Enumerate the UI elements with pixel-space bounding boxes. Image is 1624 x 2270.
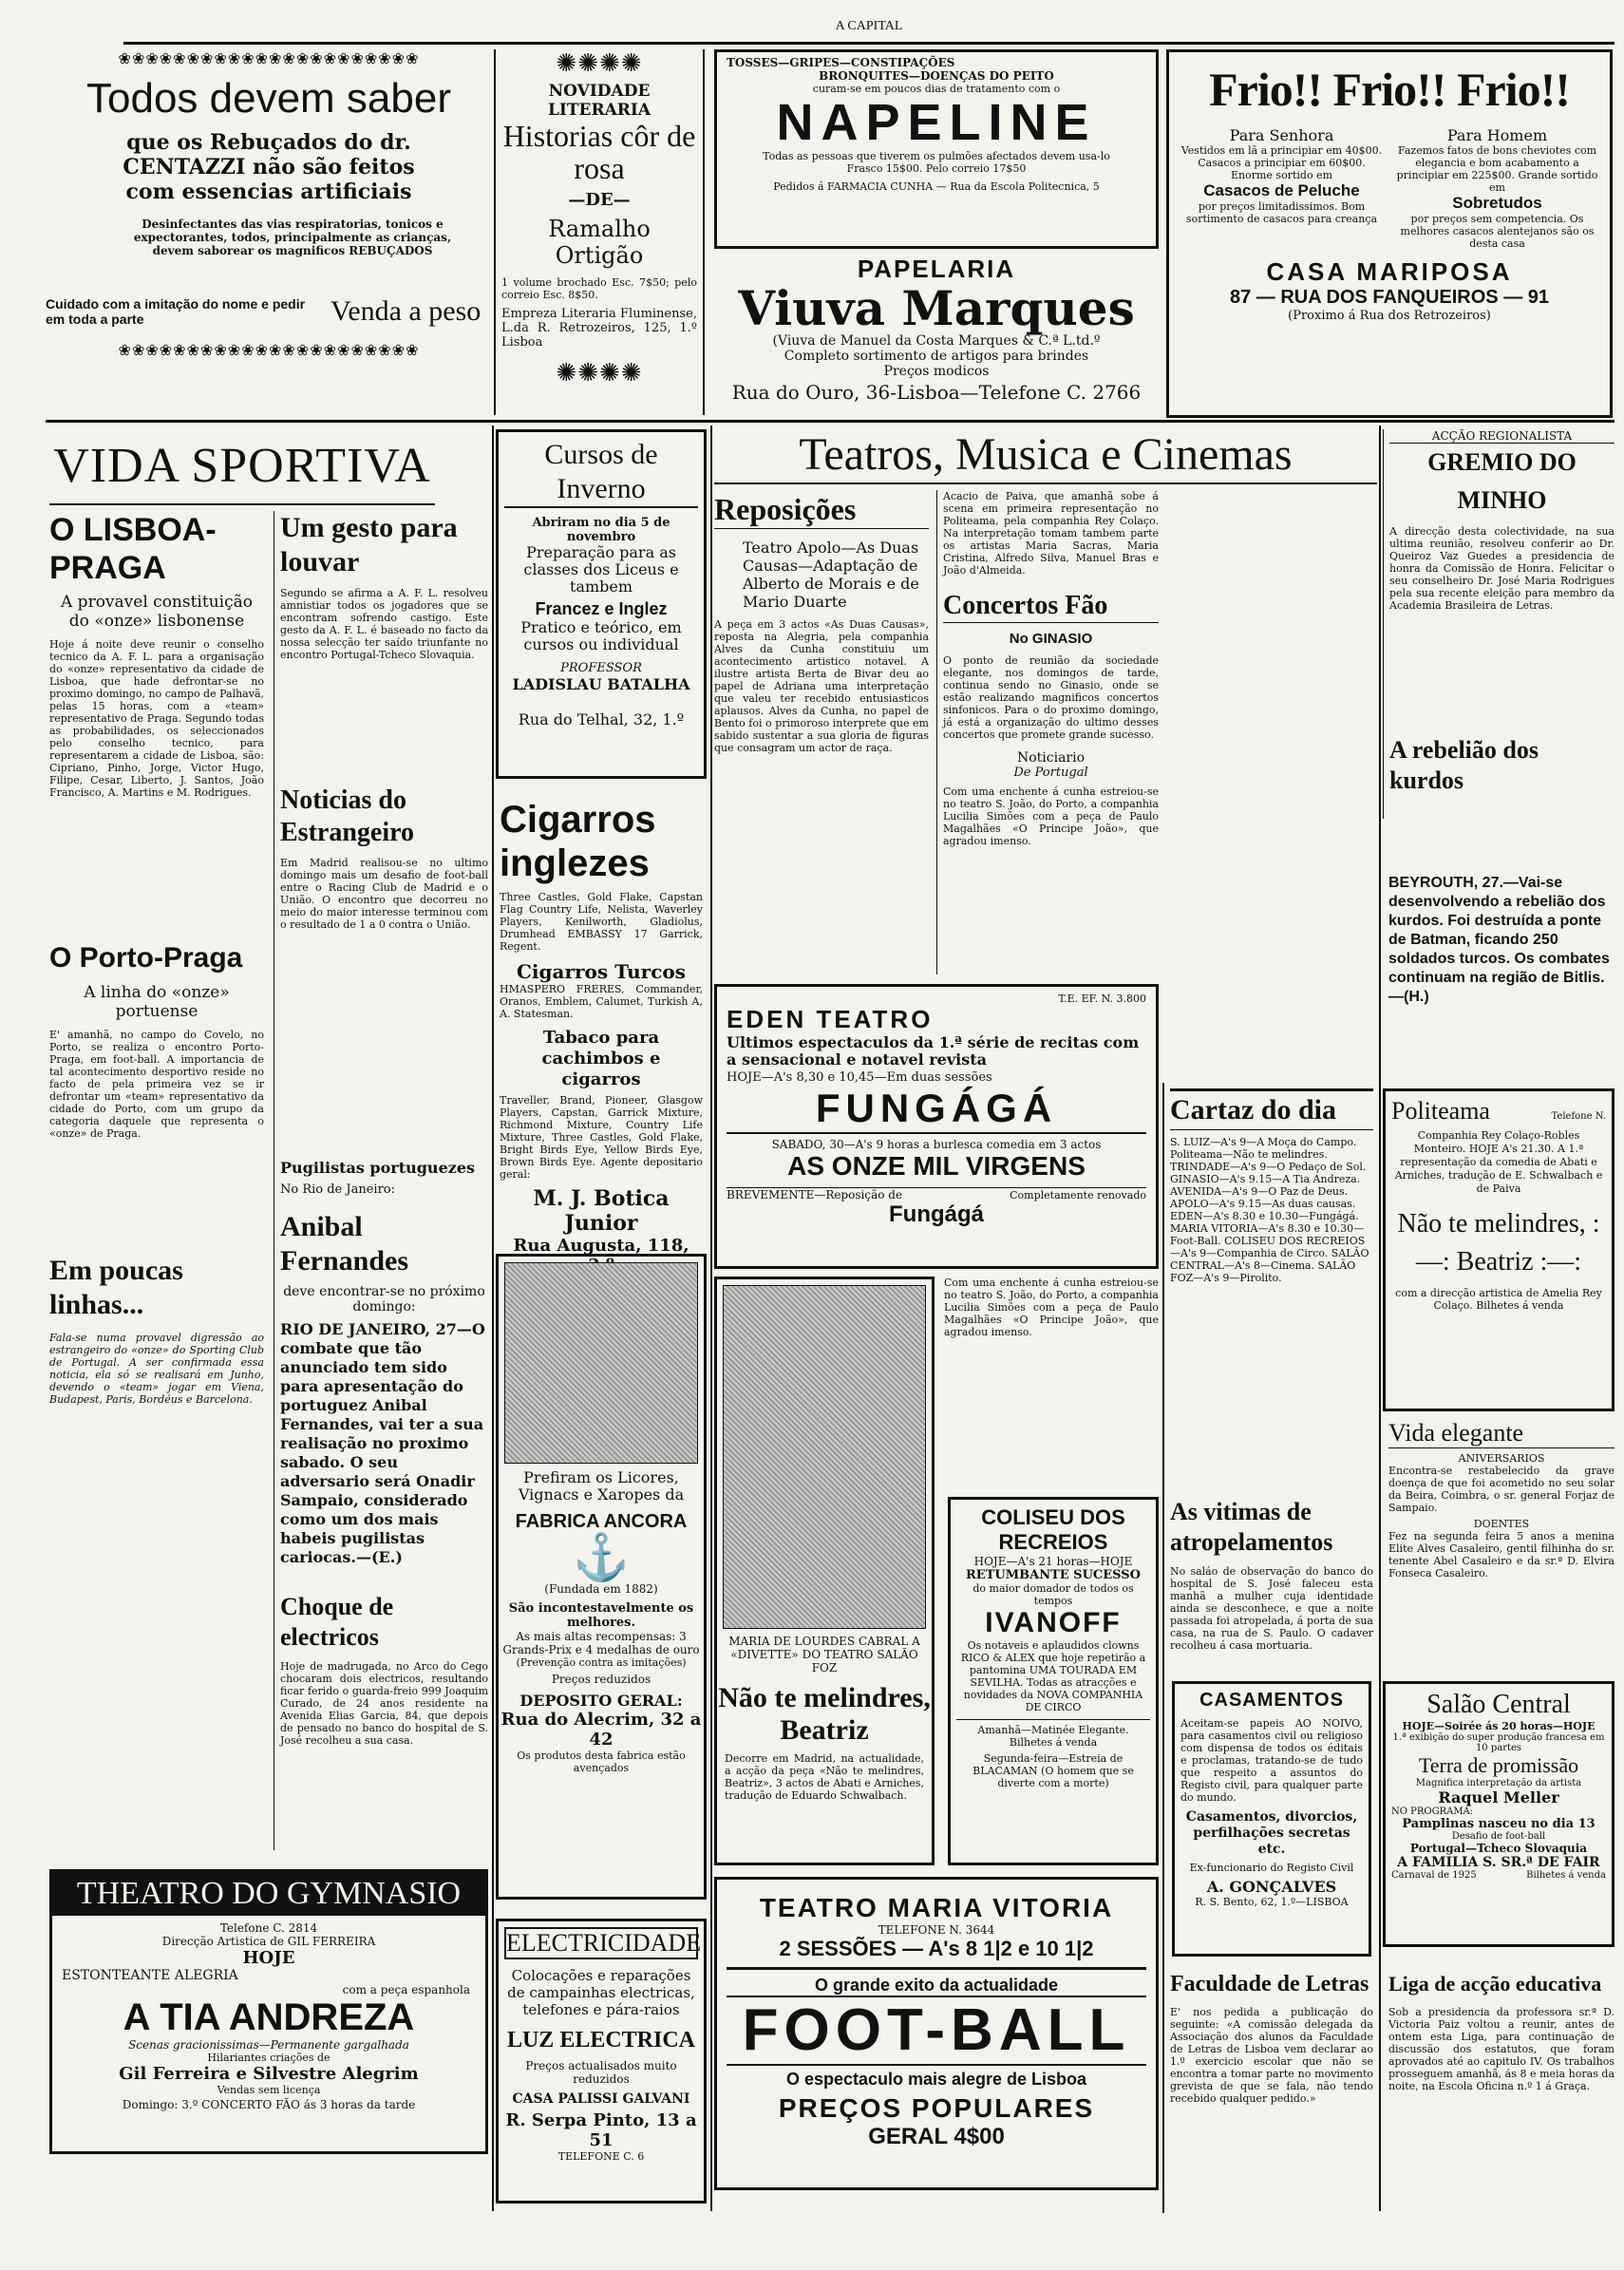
politeama-play: Não te melindres, :—: Beatriz :—: [1397,1209,1600,1277]
mv-tel: TELEFONE N. 3644 [878,1923,995,1937]
eden-comp: Completamente renovado [1010,1188,1146,1201]
coliseu-title: COLISEU DOS RECREIOS [981,1505,1125,1554]
coliseu-text: Os notaveis e aplaudidos clowns RICO & ALEX que hoje repetirão a pantomina UMA TOURADA EM SEVILHA. Todas as atracções e novidades da NOVA COMPANHIA DE CIRCO [960,1639,1146,1713]
eden-breve: BREVEMENTE—Reposição de [727,1188,903,1201]
centazzi-sale: Venda a peso [330,295,482,327]
column-rule [1162,1083,1164,2213]
eden-title: EDEN TEATRO [727,1005,934,1033]
centazzi-line4: Desinfectantes das vias respiratorias, tonicos e expectorantes, todos, principalmente as crianças, devem saborear os magnificos REBUÇADOS [133,218,452,257]
napeline-ad [714,49,1159,249]
eden-breve-show: Fungágá [889,1201,984,1227]
foz-caption: MARIA DE LOURDES CABRAL A «DIVETTE» DO TEATRO SALÃO FOZ [728,1635,920,1674]
gymnasio-hoje: HOJE [242,1948,295,1968]
choque-heading: Choque de electricos [280,1593,394,1651]
lisboa-praga-heading: O LISBOA-PRAGA [49,512,217,586]
gesto-text: Segundo se afirma a A. F. L. resolveu amnistiar todos os jogadores que se encontram sofrendo castigo. Este gesto da A. F. L. é baseado no facto da nossa selecção ter saído triunfante no encontro Portugal-Tcheco Slovaquia. [280,587,488,661]
choque-text: Hoje de madrugada, no Arco do Cego chocaram dois electricos, resultando ficar ferido o guarda-freio 999 Joaquim Curado, de 24 anos residente na Avenida Elias Garcia, 84, que depois de pensado no banco do hospital de S. José recolheu a sua casa. [280,1660,488,1747]
noticias-heading: Noticias do Estrangeiro [280,785,415,847]
mariposa-senhora-strong: Casacos de Peluche [1203,181,1360,199]
liga-text: Sob a presidencia da professora sr.ª D. Victoria Paiz voltou a reunir, antes de ontem esta Liga, para continuação de discussão dos estatutos, que foram aprovados até ao capitulo IV. Os trabalhos prosseguem amanhã, ás 8 e meia horas da noite, na Escola Oficina n.º 1 á Graça. [1388,2006,1615,2092]
noticiario-text: Com uma enchente á cunha estreiou-se no teatro S. João, do Porto, a companhia Lucilia Simões com a peça de Paulo Magalhães «O Principe João», que agradou imenso. [943,785,1159,847]
casamentos-l3: Ex-funcionario do Registo Civil [1189,1862,1354,1874]
lisboa-praga-text: Hoje á noite deve reunir o conselho tecnico da A. F. L. para a organisação do «onze» representativo da cidade de Lisboa, que hade defrontar-se no proximo domingo, no campo de Palhavã, pelas 15 horas, com a «team» representativo de Praga. Segundo todas as probabilidades, os seleccionados pelo conselho tecnico, para representarem a cidade de Lisboa, são: Cipriano, Pinho, Jorge, Victor Hugo, Filipe, Cesar, Liberto, J. Santos, João Francisco, A. Martins e M. Rodrigues. [49,638,265,799]
reposicoes-heading: Reposições [714,490,929,529]
kurdos-heading: A rebelião dos kurdos [1389,736,1539,794]
pugilistas-sub: No Rio de Janeiro: [280,1182,395,1197]
eden-play2: AS ONZE MIL VIRGENS [787,1151,1086,1181]
reposicoes-text-2: Acacio de Paiva, que amanhã sobe á scena em primeira representação no Politeama, pela companhia Rey Colaço. Na interpretação tomam tambem parte os artistas Maria Sacras, Maria Cristina, Alfredo Silva, Manuel Bras e João d'Almeida. [943,490,1159,577]
cartaz-text: S. LUIZ—A's 9—A Moça do Campo. Politeama—Não te melindres. TRINDADE—A's 9—O Pedaço de Sol. GINASIO—A's 9.15—A Tia Andreza. AVENIDA—A's 9—O Paz de Deus. APOLO—A's 9.15—As duas causas. EDEN—A's 8.30 e 10.30—Fungágá. MARIA VITORIA—A's 8.30 e 10.30—Foot-Ball. COLISEU DOS RECREIOS—A's 9—Companhia de Circo. SALÃO CENTRAL—A's 8—Cinema. SALÃO FOZ—A's 9—Pirolito. [1170,1136,1369,1284]
electricidade-ad [496,1919,707,2204]
gymnasio-com: com a peça espanhola [342,1983,470,1996]
eden-l1: Ultimos espectaculos da 1.ª série de recitas com a sensacional e notavel revista [727,1033,1140,1069]
ancora-l5: (Prevenção contra as imitações) [516,1656,687,1669]
cigarros-text1: Three Castles, Gold Flake, Capstan Flag Country Life, Nelista, Waverley Players, Kenilworth, Gladiolus, Drumhead EMBASSY 17 Garrick, Regent. [500,891,703,953]
electricidade-luz: LUZ ELECTRICA [506,2028,696,2052]
cursos-ad [496,429,707,779]
mariposa-near: (Proximo á Rua dos Retrozeiros) [1288,309,1491,323]
faculdade-block [1166,1968,1377,2215]
eden-l2: HOJE—A's 8,30 e 10,45—Em duas sessões [727,1070,992,1085]
gremio-text: A direcção desta colectividade, na sua ultima reunião, resolveu conferir ao Dr. Queiroz Vaz Guedes a presidencia de honra da Comissão de Honra. Felicitar o seu conselheiro Dr. José Maria Rodrigues pela sua recente eleição para membro da Academia Brasileira de Letras. [1389,525,1615,612]
gymnasio-estont: ESTONTEANTE ALEGRIA [62,1968,238,1983]
sport-banner [49,429,435,505]
noticiario-heading: Noticiario [1016,750,1086,766]
napeline-tag3: curam-se em poucos dias de tratamento com o [812,83,1061,95]
mariposa-addr: 87 — RUA DOS FANQUEIROS — 91 [1230,287,1549,308]
cursos-l6: LADISLAU BATALHA [512,675,690,693]
politeama-ad [1383,1088,1615,1411]
coliseu-amanha: Amanhã—Matinée Elegante. Bilhetes á venda [956,1719,1150,1749]
mariposa-ad [1166,49,1613,418]
napeline-price: Frasco 15$00. Pelo correio 17$50 [846,162,1027,175]
electricidade-casa: CASA PALISSI GALVANI [512,2091,690,2107]
papelaria-ad [714,255,1159,418]
coliseu-hoje: HOJE—A's 21 horas—HOJE [973,1555,1133,1568]
teatros-banner: Teatros, Musica e Cinemas [714,426,1377,484]
gymnasio-desc: Scenas gracionissimas—Permanente gargalhada [128,2038,409,2052]
cursos-title: Cursos de Inverno [504,438,698,508]
pugilistas-heading: Pugilistas portuguezes [280,1159,476,1177]
mariposa-homem: Para Homem [1446,126,1548,144]
teatros-col-2 [936,490,1159,974]
masthead: A CAPITAL [835,19,903,33]
salao-play: Terra de promissão [1418,1753,1579,1777]
cursos-l3: Francez e Inglez [535,599,668,618]
cigarros-tabaco: Tabaco para cachimbos e cigarros [541,1028,661,1089]
cursos-l4: Pratico e teórico, em cursos ou individual [520,618,682,653]
concertos-text: O ponto de reunião da sociedade elegante, nos domingos de tarde, continua sendo no Ginasio, onde se estão realizando magnificos concertos sinfonicos. Para o do proximo domingo, já está a organização do ultimo desses concertos que promete grande sucesso. [943,654,1159,741]
cigarros-turcos: Cigarros Turcos [517,960,686,983]
novidade-author: Ramalho Ortigão [548,216,651,269]
foz-continued-text: Com uma enchente á cunha estreiou-se no teatro S. João, do Porto, a companhia Lucilia Simões com a peça de Paulo Magalhães «O Principe João», que agradou imenso. [944,1277,1159,1338]
novidade-ornament-bottom-icon: ✺✺✺✺ [556,359,643,388]
salao-artist: Raquel Meller [1438,1788,1559,1807]
centazzi-line3: com essencias artificiais [125,180,412,204]
vitimas-text: No saláo de observação do banco do hospital de S. José faleceu esta manhã a mulher cuja identidade ainda se desconhece, e que a noite passada foi atropelada, á porta de sua casa, na rua de S. Paulo. O cadaver recolheu á casa mortuaria. [1170,1565,1373,1652]
de-portugal-heading: De Portugal [1013,766,1088,780]
mv-geral: GERAL 4$00 [868,2124,1005,2149]
vitimas-block [1166,1497,1377,1668]
porto-praga-text: E' amanhã, no campo do Covelo, no Porto, se realiza o encontro Porto-Praga, em foot-ball. A importancia de tal acontecimento desportivo reside no facto de pela primeira vez se ir defrontar um «team» representativo da cidade do Porto, com um grupo da categoria daquele que representa o «onze» de Praga. [49,1029,264,1140]
salao-l1: 1.ª exibição do super produção francesa em 10 partes [1392,1732,1605,1753]
casamentos-ad [1172,1681,1371,1957]
ancora-fabrica: FABRICA ANCORA [515,1511,688,1532]
mv-sub: O espectaculo mais alegre de Lisboa [785,2070,1087,2089]
cigarros-title: Cigarros inglezes [500,799,656,884]
cursos-l7: Rua do Telhal, 32, 1.º [518,710,685,728]
centazzi-warning: Cuidado com a imitação do nome e pedir em toda a parte [46,296,306,327]
ancora-l3: São incontestavelmente os melhores. [508,1601,694,1630]
centazzi-line1: que os Rebuçados do dr. [126,130,411,155]
electricidade-text: Colocações e reparações de campainhas electricas, telefones e pára-raios [507,1967,695,2018]
maria-lourdes-portrait [723,1285,926,1629]
cigarros-text3: Traveller, Brand, Pioneer, Glasgow Players, Capstan, Garrick Mixture, Richmond Mixture, Country Life Mixture, Three Castles, Gold Flake, Bright Birds Eye, Yellow Birds Eye, Brown Birds Eye. Agente depositario geral: [500,1094,703,1181]
kurdos-text-block [1383,874,1615,1054]
gymnasio-dir: Direcção Artistica de GIL FERREIRA [161,1935,376,1948]
novidade-de: —DE— [568,190,631,210]
salao-l3: NO PROGRAMA: [1391,1807,1474,1817]
salao-l2: Magnifica interpretação da artista [1415,1778,1582,1788]
foz-title: Não te melindres, Beatriz [718,1682,931,1746]
anibal-heading: Anibal Fernandes [280,1211,408,1277]
liga-block [1383,1968,1615,2215]
row-divider [46,420,1615,423]
gymnasio-hilar: Hilariantes criações de [207,2052,330,2064]
novidade-title: Historias côr de rosa [502,119,696,185]
gymnasio-domingo: Domingo: 3.º CONCERTO FÃO ás 3 horas da tarde [122,2098,416,2111]
ancora-deposito: DEPOSITO GERAL: [519,1692,683,1710]
gymnasio-play: A TIA ANDREZA [123,1996,415,2038]
papelaria-label: PAPELARIA [857,255,1016,283]
faculdade-text: E' nos pedida a publicação do seguinte: «A comissão delegada da Associação dos alunos da Faculdade de Letras de Lisboa vem declarar ao 1.º exercicio escolar que não se encontra a tomar parte no movimento grevista de que se fala, não tendo recebido qualquer pedido.» [1170,2006,1373,2105]
novidade-price: 1 volume brochado Esc. 7$50; pelo correio Esc. 8$50. [501,276,697,301]
ancora-founded: (Fundada em 1882) [544,1582,658,1596]
papelaria-addr: Rua do Ouro, 36-Lisboa—Telefone C. 2766 [731,381,1142,404]
novidade-publisher: Empreza Literaria Fluminense, L.da R. Retrozeiros, 125, 1.º Lisboa [501,307,697,350]
teatros-col-1 [714,490,933,974]
coliseu-segunda: Segunda-feira—Estreia de BLACAMAN (O homem que se diverte com a morte) [973,1752,1134,1789]
cigarros-ad [496,794,707,1256]
gesto-heading: Um gesto para louvar [280,512,458,577]
coliseu-name: IVANOFF [985,1607,1122,1638]
kurdos-text: BEYROUTH, 27.—Vai-se desenvolvendo a rebelião dos kurdos. Foi destruída a ponte de Batman, ficando 250 soldados turcos. Os combates continuam na região de Bitlis.—(H.) [1388,875,1610,1005]
doentes-text: Fez na segunda feira 5 anos a menina Elite Alves Casaleiro, gentil filhinha do sr. tenente Abel Casaleiro e da sr.ª D. Elvira Fonseca Casaleiro. [1388,1530,1615,1580]
foz-text: Decorre em Madrid, na actualidade, a acção da peça «Não te melindres, Beatriz», 3 actos de Abati e Arniches, tradução de Eduardo Schwalbach. [725,1752,924,1802]
mv-exito: O grande exito da actualidade [814,1976,1059,1995]
ancora-line1: Prefiram os Licores, Vignacs e Xaropes da [518,1468,685,1504]
papelaria-line1: (Viuva de Manuel da Costa Marques & C.ª L.td.º [772,333,1101,349]
column-rule [492,426,494,2211]
casamentos-text: Aceitam-se papeis AO NOIVO, para casamentos civil ou religioso com dispensa de todos os éditais e proclamas, tratando-se de tudo que respeito a assuntos do Registo civil, para qualquer parte do mundo. [1180,1717,1363,1804]
mv-precos: PREÇOS POPULARES [778,2093,1095,2123]
papelaria-name: Viuva Marques [738,280,1135,336]
eden-sabado: SABADO, 30—A's 9 horas a burlesca comedia em 3 actos [727,1132,1146,1151]
waiter-illustration [504,1262,698,1464]
casamentos-title: CASAMENTOS [1199,1690,1344,1711]
salao-title: Salão Central [1426,1690,1571,1719]
ancora-addr: Rua do Alecrim, 32 a 42 [500,1710,702,1750]
masthead-rule [123,42,1615,45]
liga-heading: Liga de acção educativa [1388,1972,1602,1996]
porto-praga-heading: O Porto-Praga [49,942,243,974]
ancora-l4: As mais altas recompensas: 3 Grands-Prix e 4 medalhas de ouro [502,1630,700,1656]
salao-l5: Desafio de foot-ball [1451,1831,1546,1842]
salao-l8: Carnaval de 1925 [1391,1870,1477,1881]
gremio-heading: GREMIO DO MINHO [1427,448,1577,514]
vida-elegante-block [1383,1419,1615,1666]
noticias-text: Em Madrid realisou-se no ultimo domingo mais um desafio de foot-ball entre o Racing Club de Madrid e o União. O encontro que decorreu no meio do maior interesse terminou com o resultado de 1 a 0 contra o União. [280,857,488,931]
aniversarios-label: ANIVERSARIOS [1458,1452,1545,1465]
poucas-linhas-heading: Em poucas linhas... [49,1255,183,1320]
doentes-label: DOENTES [1473,1518,1530,1530]
centazzi-line2: CENTAZZI não são feitos [123,155,415,180]
cartaz-heading: Cartaz do dia [1170,1088,1373,1130]
cigarros-text2: HMASPERO FRERES, Commander, Oranos, Emblem, Calumet, Turkish A, A. Statesman. [500,983,703,1020]
cartaz-block [1166,1088,1377,1487]
teatros-col-3-text [938,1277,1159,1485]
vida-elegante-heading: Vida elegante [1388,1419,1615,1448]
novidade-label: NOVIDADE LITERARIA [547,82,651,120]
sport-col-2 [274,511,488,1850]
novidade-ornament-icon: ✺✺✺✺ [556,49,643,78]
centazzi-title: Todos devem saber [86,75,451,122]
gremio-block [1383,429,1615,819]
gymnasio-tel: Telefone C. 2814 [219,1921,318,1935]
electricidade-prices: Preços actualisados muito reduzidos [525,2059,677,2086]
napeline-desc: Todas as pessoas que tiverem os pulmões afectados devem usa-lo [763,150,1110,162]
napeline-pedidos: Pedidos á FARMACIA CUNHA — Rua da Escola Politecnica, 5 [773,180,1100,193]
vitimas-heading: As vitimas de atropelamentos [1170,1498,1333,1556]
mv-play: FOOT-BALL [727,1996,1146,2066]
casamentos-addr: R. S. Bento, 62, 1.º—LISBOA [1195,1896,1349,1908]
papelaria-line2: Completo sortimento de artigos para brindes [784,349,1089,364]
ancora-tail: Os produtos desta fabrica estão avençados [517,1750,686,1774]
mv-sessoes: 2 SESSÕES — A's 8 1|2 e 10 1|2 [727,1937,1146,1970]
column-rule [710,426,712,2211]
mariposa-homem-text: Fazemos fatos de bons cheviotes com elegancia e bom acabamento a principiar em 225$00. Grande sortido em [1396,144,1598,194]
mariposa-senhora-text: Vestidos em lã a principiar em 40$00. Casacos a principiar em 60$00. Enorme sortido em [1180,144,1383,181]
mv-title: TEATRO MARIA VITORIA [759,1893,1114,1922]
anibal-text: RIO DE JANEIRO, 27—O combate que tão anunciado tem sido para apresentação do portuguez Anibal Fernandes, vai ter a sua realisação no proximo sabado. O seu adversario será Onadir Sampaio, considerado como um dos mais habeis pugilistas cariocas.—(E.) [280,1320,485,1566]
napeline-tag2: BRONQUITES—DOENÇAS DO PEITO [819,69,1054,83]
reposicoes-sub: Teatro Apolo—As Duas Causas—Adaptação de Alberto de Morais e de Mario Duarte [743,539,919,611]
napeline-name: NAPELINE [776,94,1097,151]
faculdade-heading: Faculdade de Letras [1170,1972,1369,1996]
anchor-icon: ⚓ [573,1531,630,1584]
cursos-l2: Preparação para as classes dos Liceus e tambem [523,543,679,596]
eden-tel: T.E. EF. N. 3.800 [1058,993,1146,1005]
coliseu-sub: do maior domador de todos os tempos [973,1582,1134,1607]
cursos-l1: Abriram no dia 5 de novembro [532,516,670,544]
coliseu-ret: RETUMBANTE SUCESSO [966,1568,1141,1582]
cursos-l5: PROFESSOR [560,661,642,675]
salao-l9: Bilhetes á venda [1526,1870,1606,1881]
napeline-tag1: TOSSES—GRIPES—CONSTIPAÇÕES [727,56,955,69]
porto-praga-sub: A linha do «onze» portuense [84,983,230,1021]
ancora-l6: Preços reduzidos [551,1673,651,1686]
salao-l4: Pamplinas nasceu no dia 13 [1402,1817,1596,1831]
cigarros-addr: Rua Augusta, 118, [513,1236,689,1256]
ornament-border-icon: ❀❀❀❀❀❀❀❀❀❀❀❀❀❀❀❀❀❀❀❀❀❀ [118,49,420,67]
salao-l7: A FAMILIA S. SR.ª DE FAIR [1397,1855,1600,1870]
politeama-text: Companhia Rey Colaço-Robles Monteiro. HOJE A's 21.30. A 1.ª representação da comedia de Abati e Arniches, tradução de E. Schwalbach e de Paiva [1394,1129,1603,1195]
politeama-title: Politeama [1391,1097,1490,1125]
ancora-ad [496,1254,707,1900]
vida-text: Encontra-se restabelecido da grave doença de que foi acometido no seu solar da Beira, Coimbra, o sr. general Forjaz de Sampaio. [1388,1465,1615,1514]
sport-col-1 [49,511,270,1850]
eden-ad [714,984,1159,1269]
novidade-ad [494,49,705,415]
gymnasio-title: THEATRO DO GYMNASIO [52,1872,485,1916]
eden-show: FUNGÁGÁ [815,1086,1058,1130]
maria-vitoria-ad [714,1877,1159,2190]
sport-banner-title: VIDA SPORTIVA [53,439,431,493]
salao-hoje: HOJE—Soirée ás 20 horas—HOJE [1402,1720,1596,1732]
concertos-sub: No GINASIO [1009,631,1093,647]
coliseu-ad [948,1497,1159,1865]
casamentos-l2: Casamentos, divorcios, perfilhações secretas etc. [1185,1809,1358,1857]
mariposa-homem-strong: Sobretudos [1452,194,1542,212]
anibal-sub: deve encontrar-se no próximo domingo: [283,1284,485,1315]
gymnasio-ad [49,1869,488,2154]
salao-l6: Portugal—Tcheco Slovaquia [1409,1842,1588,1855]
ornament-border-bottom-icon: ❀❀❀❀❀❀❀❀❀❀❀❀❀❀❀❀❀❀❀❀❀❀ [118,341,420,359]
electricidade-addr: R. Serpa Pinto, 13 a 51 [505,2110,697,2150]
politeama-tel: Telefone N. [1551,1111,1606,1122]
gymnasio-actors: Gil Ferreira e Silvestre Alegrim [119,2064,419,2084]
electricidade-tel: TELEFONE C. 6 [557,2150,645,2163]
concertos-heading: Concertos Fão [943,590,1159,623]
reposicoes-text: A peça em 3 actos «As Duas Causas», reposta na Alegria, pela companhia Alves da Cunha constituiu um acontecimento artistico notavel. A ilustre artista Berta de Bivar deu ao papel de Adriana uma interpretação que valeu ter recebido entusiasticos aplausos. Alves da Cunha, no papel de Bento foi o primoroso interprete que em sabido sustentar a sua gloria de figuras que consagram um actor de raça. [714,618,929,754]
centazzi-ad [46,49,492,415]
mariposa-title: Frio!! Frio!! Frio!! [1209,63,1570,116]
mariposa-senhora-tail: por preços limitadissimos. Bom sortimento de casacos para creança [1185,200,1378,225]
mariposa-senhora: Para Senhora [1229,126,1334,144]
foz-block [714,1277,935,1865]
accao-label: ACÇÃO REGIONALISTA [1389,429,1615,444]
mariposa-store: CASA MARIPOSA [1266,257,1513,286]
gymnasio-vendas: Vendas sem licença [217,2084,321,2096]
poucas-linhas-text: Fala-se numa provavel digressão ao estrangeiro do «onze» do Sporting Club de Portugal. A ser confirmada essa noticia, ela só se realisará em Junho, devendo o «team» jogar em Viena, Budapest, Paris, Bordéus e Barcelona. [49,1332,264,1406]
mariposa-homem-tail: por preços sem competencia. Os melhores casacos alentejanos são os desta casa [1400,213,1595,250]
electricidade-title: ELECTRICIDADE [504,1927,698,1959]
column-rule [1379,426,1381,2211]
cigarros-agent: M. J. Botica Junior [533,1186,670,1236]
salao-central-ad [1383,1681,1615,1947]
politeama-tail: com a direcção artistica de Amelia Rey Colaço. Bilhetes á venda [1395,1287,1602,1312]
lisboa-praga-sub: A provavel constituição do «onze» lisbonense [61,593,253,631]
casamentos-name: A. GONÇALVES [1206,1878,1337,1896]
papelaria-line3: Preços modicos [883,364,990,379]
